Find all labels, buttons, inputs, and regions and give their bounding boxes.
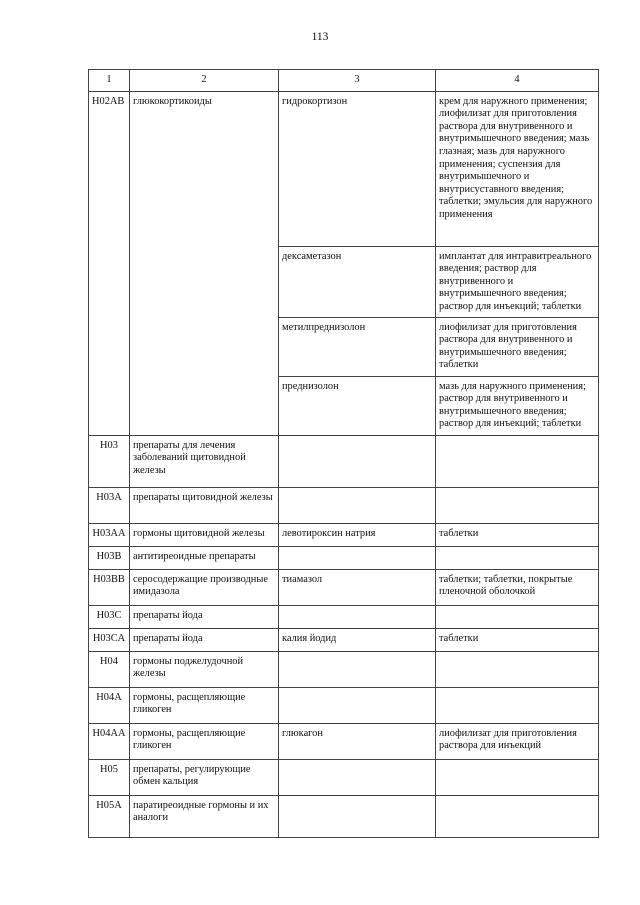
group-name-cell: глюкокортикоиды: [130, 91, 279, 435]
group-name-cell: гормоны, расщепляющие гликоген: [130, 687, 279, 723]
table-row-h02ab: [89, 91, 599, 246]
atc-code-cell: H05A: [89, 795, 130, 837]
atc-code-cell: H04AA: [89, 723, 130, 759]
dosage-forms-cell: таблетки: [436, 523, 599, 546]
table-row: [89, 569, 599, 605]
atc-code-cell: H05: [89, 759, 130, 795]
dosage-forms-cell: [436, 651, 599, 687]
group-name-cell: гормоны щитовидной железы: [130, 523, 279, 546]
dosage-forms-cell: [436, 759, 599, 795]
atc-code-cell: H03B: [89, 546, 130, 569]
table-row: [89, 759, 599, 795]
group-name-cell: антитиреоидные препараты: [130, 546, 279, 569]
drug-name-cell: [279, 487, 436, 523]
group-name-cell: паратиреоидные гормоны и их аналоги: [130, 795, 279, 837]
atc-code-cell: H02AB: [89, 91, 130, 435]
group-name-cell: препараты щитовидной железы: [130, 487, 279, 523]
dosage-forms-cell: таблетки: [436, 628, 599, 651]
drug-name-cell: тиамазол: [279, 569, 436, 605]
table-row: [89, 605, 599, 628]
page-number: 113: [311, 31, 329, 43]
group-name-cell: серосодержащие производные имидазола: [130, 569, 279, 605]
atc-code-cell: H04: [89, 651, 130, 687]
header-cell-3: 3: [279, 70, 436, 92]
header-cell-1: 1: [89, 70, 130, 92]
atc-code-cell: H03CA: [89, 628, 130, 651]
dosage-forms-cell: [436, 795, 599, 837]
atc-code-cell: H03A: [89, 487, 130, 523]
atc-code-cell: H03: [89, 435, 130, 487]
dosage-forms-cell: [436, 687, 599, 723]
atc-code-cell: H03C: [89, 605, 130, 628]
dosage-forms-cell: [436, 605, 599, 628]
drug-name-cell: гидрокортизон: [279, 91, 436, 246]
table-row: [89, 435, 599, 487]
atc-code-cell: H03BB: [89, 569, 130, 605]
drug-name-cell: [279, 605, 436, 628]
table-row: [89, 651, 599, 687]
drug-name-cell: дексаметазон: [279, 246, 436, 317]
dosage-forms-cell: мазь для наружного применения; раствор для внутривенного и внутримышечного введения; раствор для инъекций; таблетки: [436, 376, 599, 435]
dosage-forms-cell: [436, 487, 599, 523]
dosage-forms-cell: лиофилизат для приготовления раствора для инъекций: [436, 723, 599, 759]
table-row: [89, 523, 599, 546]
dosage-forms-cell: [436, 546, 599, 569]
group-name-cell: гормоны, расщепляющие гликоген: [130, 723, 279, 759]
drug-name-cell: калия йодид: [279, 628, 436, 651]
table-row: [89, 687, 599, 723]
drug-name-cell: преднизолон: [279, 376, 436, 435]
table-row: [89, 546, 599, 569]
drug-name-cell: [279, 687, 436, 723]
dosage-forms-cell: лиофилизат для приготовления раствора для внутривенного и внутримышечного введения; таблетки: [436, 317, 599, 376]
atc-code-cell: H04A: [89, 687, 130, 723]
group-name-cell: препараты, регулирующие обмен кальция: [130, 759, 279, 795]
drug-name-cell: глюкагон: [279, 723, 436, 759]
table-row: [89, 795, 599, 837]
dosage-forms-cell: таблетки; таблетки, покрытые пленочной оболочкой: [436, 569, 599, 605]
drug-name-cell: [279, 651, 436, 687]
table-header-row: [89, 70, 599, 92]
dosage-forms-cell: имплантат для интравитреального введения; раствор для внутривенного и внутримышечного введения; раствор для инъекций; таблетки: [436, 246, 599, 317]
group-name-cell: гормоны поджелудочной железы: [130, 651, 279, 687]
group-name-cell: препараты для лечения заболеваний щитовидной железы: [130, 435, 279, 487]
header-cell-2: 2: [130, 70, 279, 92]
drug-name-cell: левотироксин натрия: [279, 523, 436, 546]
drug-name-cell: [279, 435, 436, 487]
group-name-cell: препараты йода: [130, 605, 279, 628]
drug-name-cell: [279, 795, 436, 837]
table-row: [89, 723, 599, 759]
table-row: [89, 487, 599, 523]
drug-name-cell: [279, 546, 436, 569]
dosage-forms-cell: крем для наружного применения; лиофилизат для приготовления раствора для внутривенного и внутримышечного введения; мазь глазная; мазь для наружного применения; суспензия для внутримышечного и внутрисуставного введения; таблетки; эмульсия для наружного применения: [436, 91, 599, 246]
group-name-cell: препараты йода: [130, 628, 279, 651]
drug-table: [88, 69, 599, 838]
dosage-forms-cell: [436, 435, 599, 487]
header-cell-4: 4: [436, 70, 599, 92]
drug-name-cell: [279, 759, 436, 795]
atc-code-cell: H03AA: [89, 523, 130, 546]
drug-name-cell: метилпреднизолон: [279, 317, 436, 376]
table-row: [89, 628, 599, 651]
